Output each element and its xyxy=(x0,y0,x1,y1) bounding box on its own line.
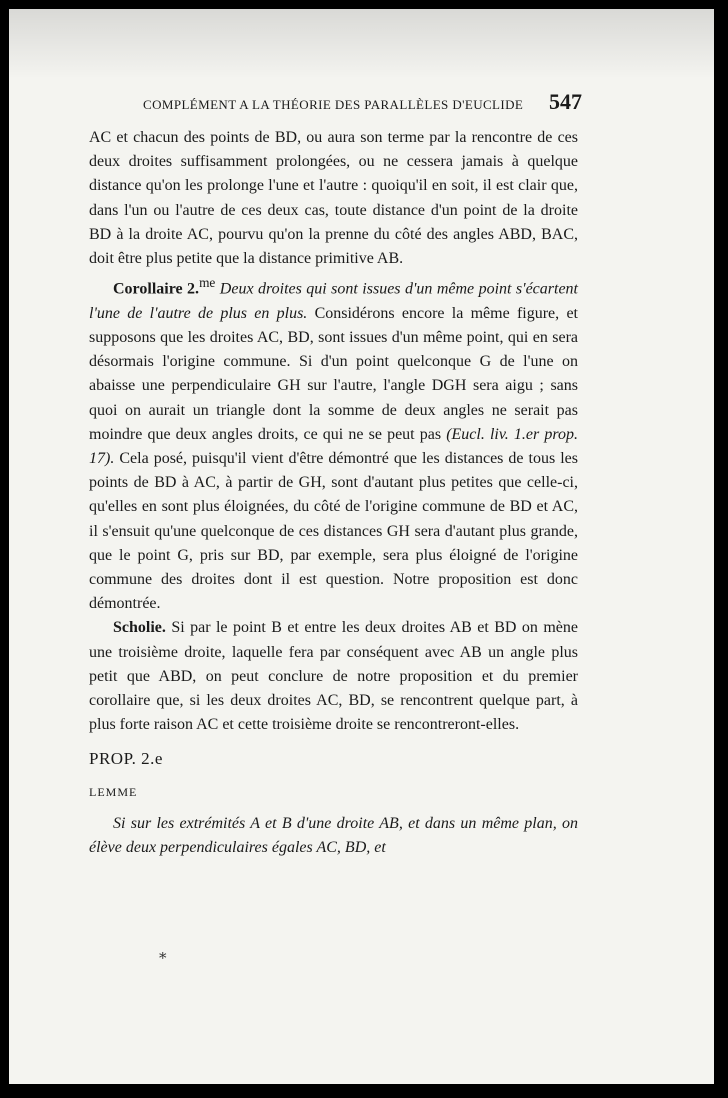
page-body xyxy=(89,126,578,860)
scholie-heading: Scholie. xyxy=(113,619,166,637)
corollary-superscript: me xyxy=(199,275,216,291)
proposition-title: PROP. 2.e xyxy=(89,749,163,769)
running-head: COMPLÉMENT A LA THÉORIE DES PARALLÈLES D'EUCLIDE xyxy=(143,97,524,112)
euclid-citation: (Eucl. liv. 1.er prop. 17). xyxy=(89,425,579,467)
corollary-proof-b: Cela posé, puisqu'il vient d'être démontré que les distances de tous les points de BD à AC, à partir de GH, sont d'autant plus petites que celle-ci, qu'elles en sont plus éloignées, du côté de l'origine commune de BD et AC, il s'ensuit qu'une quelconque de ces distances GH sera d'autant plus grande, que le point G, pris sur BD, par exemple, sera plus éloigné de l'origine commune des droites dont il est question. Notre proposition est donc démontrée. xyxy=(89,449,578,613)
proposition-subtitle: LEMME xyxy=(89,784,138,799)
page-number: 547 xyxy=(549,89,582,114)
paragraph-continuation: AC et chacun des points de BD, ou aura son terme par la rencontre de ces deux droites suffisamment prolongées, ou ne cessera jamais à quelque distance qu'on les prolonge l'une et l'autre : quoiqu'il en soit, il est clair que, dans l'un ou l'autre de ces deux cas, toute distance d'un point de la droite BD à la droite AC, pourvu qu'on la prenne du côté des angles ABD, BAC, doit être plus petite que la distance primitive AB. xyxy=(89,129,578,268)
book-page xyxy=(9,9,714,1084)
corollary-statement: Deux droites qui sont issues d'un même point s'écartent l'une de l'autre de plus en plus. xyxy=(89,280,578,322)
corollary-heading: Corollaire 2. xyxy=(113,280,200,298)
page-shading xyxy=(9,9,714,79)
proposition-statement: Si sur les extrémités A et B d'une droite AB, et dans un même plan, on élève deux perpendiculaires égales AC, BD, et xyxy=(89,814,578,857)
printer-mark: * xyxy=(159,949,167,967)
paragraph-corollary xyxy=(89,271,578,616)
corollary-proof-a: Considérons encore la même figure, et supposons que les droites AC, BD, sont issues d'un même point, qui en sera désormais l'origine commune. Si d'un point quelconque G de l'une on abaisse une perpendiculaire GH sur l'autre, l'angle DGH sera aigu ; sans quoi on aurait un triangle dont la somme de deux angles ne serait pas moindre que deux angles droits, ce qui ne se peut pas xyxy=(89,304,578,443)
paragraph-scholie xyxy=(89,616,578,737)
page-header xyxy=(9,89,714,119)
scholie-text: Si par le point B et entre les deux droites AB et BD on mène une troisième droite, laquelle fera par conséquent avec AB un angle plus petit que ABD, on peut conclure de notre proposition et du premier corollaire que, si les deux droites AC, BD, se rencontrent quelque part, à plus forte raison AC et cette troisième droite se rencontreront-elles. xyxy=(89,619,578,734)
